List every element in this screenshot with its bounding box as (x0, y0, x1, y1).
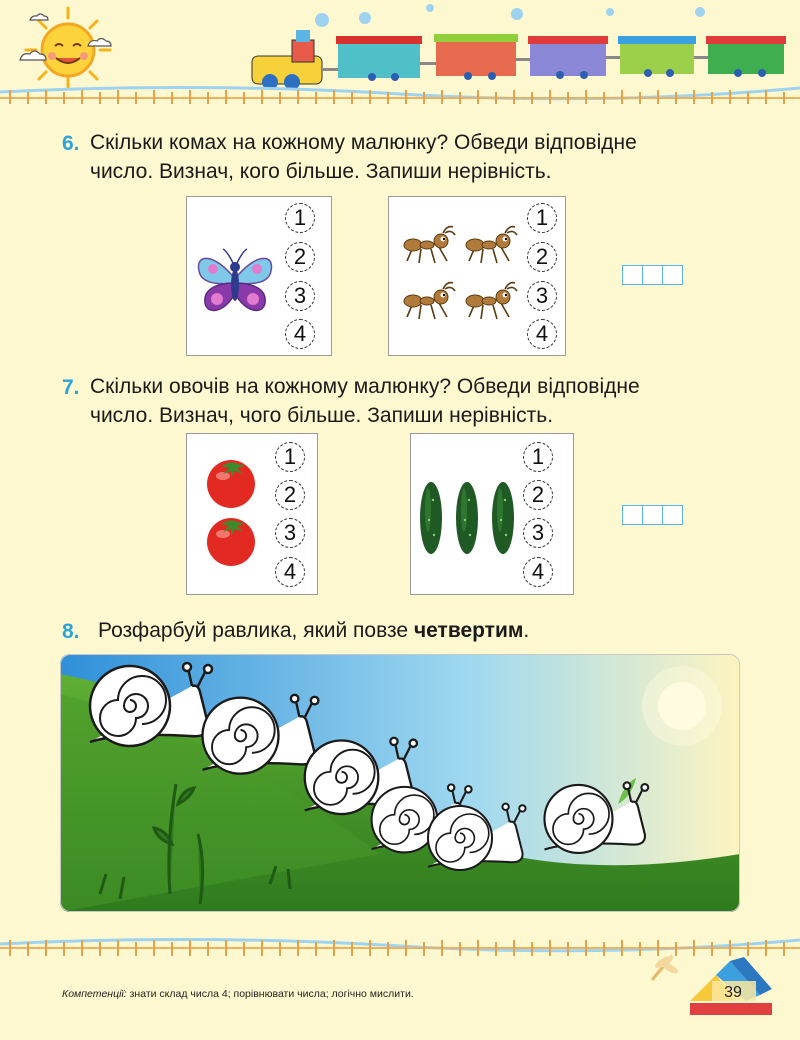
number-2-circle[interactable]: 2 (275, 480, 305, 510)
number-4-circle[interactable]: 4 (523, 557, 553, 587)
number-3-circle[interactable]: 3 (285, 281, 315, 311)
task-6-right-box (388, 196, 566, 356)
dragonfly-icon (644, 950, 684, 984)
grass-border (0, 87, 800, 104)
cucumber-icon-group (417, 478, 517, 558)
page-number: 39 (724, 984, 742, 1001)
competencies-text: знати склад числа 4; порівнювати числа; логічно мислити. (126, 988, 414, 1000)
task-6-line-2: число. Визнач, кого більше. Запиши нерівність. (90, 160, 552, 183)
smoke-icon (315, 4, 705, 27)
tomato-icon-group (201, 452, 261, 572)
number-3-circle[interactable]: 3 (527, 281, 557, 311)
number-4-circle[interactable]: 4 (285, 319, 315, 349)
task-8-text-start: Розфарбуй равлика, який повзе (98, 619, 414, 642)
snails-picture (60, 654, 740, 912)
number-1-circle[interactable]: 1 (275, 442, 305, 472)
number-1-circle[interactable]: 1 (527, 203, 557, 233)
number-4-circle[interactable]: 4 (275, 557, 305, 587)
task-7-text (90, 372, 640, 430)
task-6-line-1: Скільки комах на кожному малюнку? Обведи відповідне (90, 131, 637, 154)
task-6-number: 6. (62, 132, 80, 155)
number-2-circle[interactable]: 2 (285, 242, 315, 272)
task-7-right-box (410, 433, 574, 595)
task-8-number: 8. (62, 620, 80, 643)
number-3-circle[interactable]: 3 (523, 518, 553, 548)
competencies-footer (62, 988, 414, 1000)
train-icon (252, 30, 786, 90)
task-8-text (98, 616, 529, 645)
number-2-circle[interactable]: 2 (523, 480, 553, 510)
number-1-circle[interactable]: 1 (523, 442, 553, 472)
task-7-number: 7. (62, 376, 80, 399)
answer-cell[interactable] (622, 505, 643, 525)
task-7-line-2: число. Визнач, чого більше. Запиши нерівність. (90, 404, 554, 427)
answer-cell[interactable] (662, 505, 683, 525)
task-7-left-box (186, 433, 318, 595)
number-2-circle[interactable]: 2 (527, 242, 557, 272)
competencies-label: Компетенції: (62, 988, 127, 1000)
answer-cell[interactable] (642, 505, 663, 525)
task-7-answer-boxes[interactable] (622, 505, 682, 525)
task-6-left-box (186, 196, 332, 356)
number-3-circle[interactable]: 3 (275, 518, 305, 548)
number-1-circle[interactable]: 1 (285, 203, 315, 233)
task-6-answer-boxes[interactable] (622, 265, 682, 285)
ant-icon-group (397, 217, 525, 335)
butterfly-icon (195, 243, 275, 319)
number-4-circle[interactable]: 4 (527, 319, 557, 349)
answer-cell[interactable] (642, 265, 663, 285)
task-8-text-bold: четвертим (413, 619, 524, 642)
task-6-text (90, 128, 637, 186)
task-7-line-1: Скільки овочів на кожному малюнку? Обведи відповідне (90, 375, 640, 398)
header-decoration (0, 0, 800, 110)
answer-cell[interactable] (662, 265, 683, 285)
task-8-text-end: . (523, 619, 530, 642)
answer-cell[interactable] (622, 265, 643, 285)
